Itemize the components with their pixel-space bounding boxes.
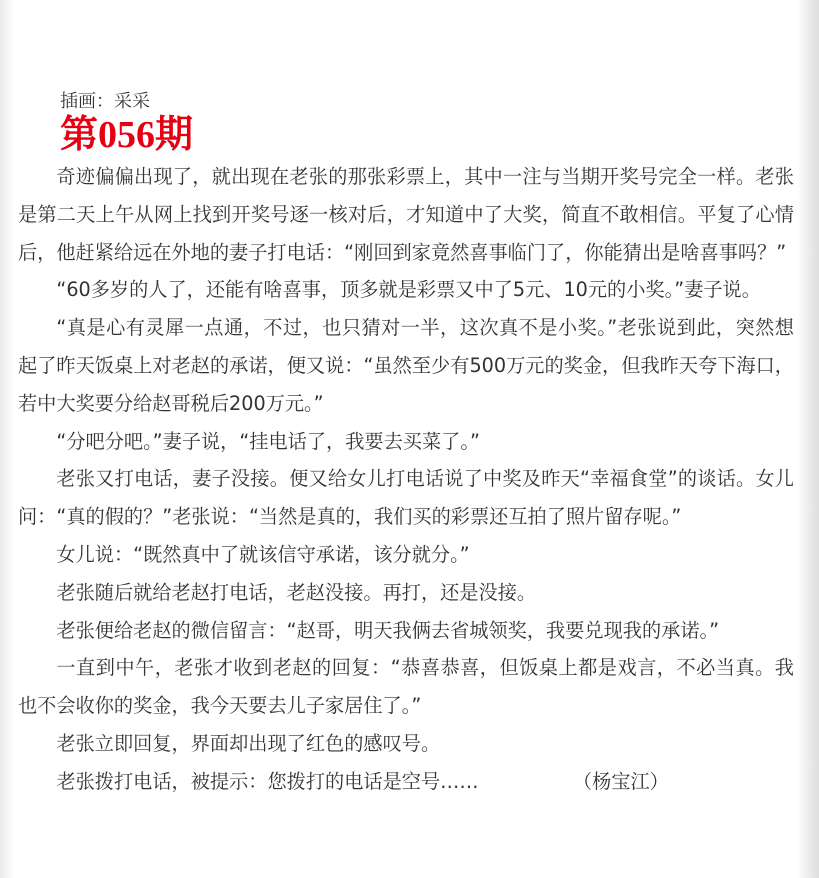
right-page-shadow bbox=[797, 0, 819, 878]
paragraph-5: 老张又打电话，妻子没接。便又给女儿打电话说了中奖及昨天“幸福食堂”的谈话。女儿问：“真的假的？”老张说：“当然是真的，我们买的彩票还互拍了照片留存呢。” bbox=[18, 467, 794, 529]
paragraph-9: 一直到中午，老张才收到老赵的回复：“恭喜恭喜，但饭桌上都是戏言，不必当真。我也不会收你的奖金，我今天要去儿子家居住了。” bbox=[18, 656, 794, 718]
paragraph-6: 女儿说：“既然真中了就该信守承诺，该分就分。” bbox=[56, 542, 470, 566]
paragraph-11-text: 老张拨打电话，被提示：您拨打的电话是空号…… bbox=[56, 769, 479, 793]
paragraph-11 bbox=[18, 763, 794, 801]
paragraph-2: “60多岁的人了，还能有啥喜事，顶多就是彩票又中了5元、10元的小奖。”妻子说。 bbox=[56, 278, 761, 302]
issue-title: 第056期 bbox=[60, 114, 194, 156]
left-page-shadow bbox=[0, 0, 14, 878]
paragraph-3: “真是心有灵犀一点通，不过，也只猜对一半，这次真不是小奖。”老张说到此，突然想起了昨天饭桌上对老赵的承诺，便又说：“虽然至少有500万元的奖金，但我昨天夸下海口，若中大奖要分给赵哥税后200万元。” bbox=[18, 316, 794, 415]
paragraph-4: “分吧分吧。”妻子说，“挂电话了，我要去买菜了。” bbox=[56, 429, 480, 453]
illustration-credit: 插画：采采 bbox=[60, 91, 150, 112]
paragraph-1: 奇迹偏偏出现了，就出现在老张的那张彩票上，其中一注与当期开奖号完全一样。老张是第二天上午从网上找到开奖号逐一核对后，才知道中了大奖，简直不敢相信。平复了心情后，他赶紧给远在外地的妻子打电话：“刚回到家竟然喜事临门了，你能猜出是啥喜事吗？” bbox=[18, 165, 794, 264]
paragraph-8: 老张便给老赵的微信留言：“赵哥，明天我俩去省城领奖，我要兑现我的承诺。” bbox=[56, 618, 720, 642]
article bbox=[18, 88, 794, 801]
paragraph-10: 老张立即回复，界面却出现了红色的感叹号。 bbox=[56, 731, 441, 755]
paragraph-7: 老张随后就给老赵打电话，老赵没接。再打，还是没接。 bbox=[56, 580, 537, 604]
author-signature: （杨宝江） bbox=[572, 769, 669, 793]
